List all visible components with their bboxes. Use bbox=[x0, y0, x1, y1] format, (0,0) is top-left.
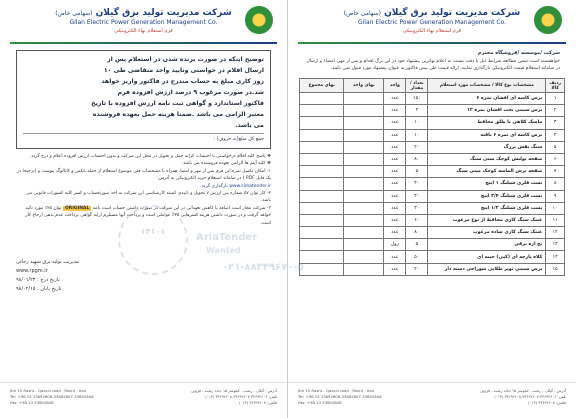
row-number: ۱۱ bbox=[546, 214, 565, 226]
item-quantity: ۳۰ bbox=[406, 190, 428, 202]
row-number: ۹ bbox=[546, 190, 565, 202]
item-unit: عدد bbox=[384, 129, 406, 141]
items-table bbox=[299, 78, 565, 276]
table-row bbox=[300, 227, 565, 239]
watermark-phone: ۰۲۱-۸۸۳۴۹۶۷۰-۵ bbox=[222, 262, 304, 273]
table-row bbox=[300, 251, 565, 263]
row-number: ۶ bbox=[546, 153, 565, 165]
item-quantity: ۱۵۰ bbox=[406, 93, 428, 105]
table-row bbox=[300, 153, 565, 165]
intro-text: خواهشمند است ضمن مطالعه شرایط ذیل با دقت نسبت به اعلام بهاترین پیشنهاد خود در این برگ اقدام و پس از مهر، امضاء و ارسال در سامانه استعلام قیمت الکترونیکی بارگذاری نمایید. ارائه قیمت طی پیش فاکتور به عنوان پیشنهاد مورد قبول نمی باشد. bbox=[306, 59, 560, 71]
watermark-brand-2: Wanted bbox=[206, 246, 241, 255]
footer-line: آدرس : گیلان - رشت - کیلومتر ۱۵ جاده رشت - قزوین bbox=[191, 388, 277, 393]
item-unit: رول bbox=[384, 239, 406, 251]
table-row bbox=[300, 178, 565, 190]
footer-line: Tel: +98 13 33692606-33692607-33692608 bbox=[10, 394, 94, 399]
item-description: برس سیمی تخت افشان نمره ۱۲ bbox=[428, 105, 546, 117]
row-number: ۳ bbox=[546, 117, 565, 129]
item-unit: عدد bbox=[384, 105, 406, 117]
item-quantity: ۳۰ bbox=[406, 202, 428, 214]
unit-price-cell[interactable] bbox=[344, 190, 384, 202]
item-quantity: ۶۰ bbox=[406, 214, 428, 226]
total-price-cell[interactable] bbox=[300, 251, 344, 263]
notice-line: فاکتور استاندارد و گواهی ثبت نامه ارزش افزوده با تاریخ bbox=[91, 100, 264, 107]
row-number: ۷ bbox=[546, 166, 565, 178]
watermark-code: ۱۴۱۰۱ bbox=[140, 227, 166, 236]
company-type: (سهامی خاص) bbox=[55, 10, 93, 17]
item-unit: عدد bbox=[384, 166, 406, 178]
item-description: برس کاسه ای نمره ۶ بافته bbox=[428, 129, 546, 141]
footer-line: Km 15 Rasht - Qazvin road , Rasht , Iran bbox=[298, 388, 375, 393]
item-description: بست فلزی شیلنگ ۳/۴ اینچ bbox=[428, 190, 546, 202]
table-row bbox=[300, 202, 565, 214]
total-price-cell[interactable] bbox=[300, 227, 344, 239]
table-row bbox=[300, 129, 565, 141]
item-unit: عدد bbox=[384, 190, 406, 202]
total-price-cell[interactable] bbox=[300, 105, 344, 117]
row-number: ۸ bbox=[546, 178, 565, 190]
item-quantity: ۵ bbox=[406, 239, 428, 251]
footer-line: تلفن: ۳۳۶۹۲۶۰۶-۳۳۶۹۲۶۰۷-۳۳۶۹۲۶۰۸ (۰۱۳) bbox=[205, 394, 277, 399]
notice-line: شد.در صورت مرغوب ۹ درصد ارزش افزوده فرم bbox=[117, 89, 264, 96]
company-name-en: Gilan Electric Power Generation Management Co. bbox=[69, 19, 218, 26]
company-type: (سهامی خاص) bbox=[343, 10, 381, 17]
row-number: ۱۳ bbox=[546, 239, 565, 251]
item-unit: عدد bbox=[384, 251, 406, 263]
item-description: عینک سنگ کاری محافظ از نوع مرغوب bbox=[428, 214, 546, 226]
notice-line: روز کاری مبلغ به حساب مندرج در فاکتور واریز خواهد bbox=[101, 78, 264, 85]
total-price-cell[interactable] bbox=[300, 153, 344, 165]
row-number: ۵ bbox=[546, 141, 565, 153]
total-price-cell[interactable] bbox=[300, 141, 344, 153]
unit-price-cell[interactable] bbox=[344, 202, 384, 214]
note-item: ۳- شرکت مجاز است اضافه یا کاهش تعهداتی در این شرکت در صورت داشتن حساب است نامه bbox=[92, 205, 271, 211]
end-date-label: تاریخ پایان : bbox=[37, 286, 62, 292]
unit-price-cell[interactable] bbox=[344, 239, 384, 251]
table-row bbox=[300, 166, 565, 178]
item-quantity: ۲۰ bbox=[406, 141, 428, 153]
total-price-cell[interactable] bbox=[300, 263, 344, 275]
total-amount-label: جمع کل مبلغ(به حروف) : bbox=[23, 133, 264, 145]
footer-line: فکس: ۳۳۶۹۲۶۰۸ (۰۱۳) bbox=[528, 400, 566, 405]
notice-line: معتبر الزامی می باشد .ضمنا هزینه حمل بعهده فروشنده bbox=[92, 111, 264, 118]
unit-price-cell[interactable] bbox=[344, 117, 384, 129]
notice-line: می باشد. bbox=[235, 122, 264, 129]
header-rule bbox=[298, 42, 566, 44]
end-date-value: ۹۸/۰۲/۱۵ bbox=[16, 286, 36, 292]
tender-site-link[interactable]: www.simatender.ir بارگذاری گردد. bbox=[200, 183, 271, 189]
row-number: ۱ bbox=[546, 93, 565, 105]
footer-line: Km 15 Rasht - Qazvin road , Rasht , Iran bbox=[10, 388, 87, 393]
table-row bbox=[300, 141, 565, 153]
item-description: صفحه پولیش کوچک مینی سنگ bbox=[428, 153, 546, 165]
column-header: بهای مجموع bbox=[300, 79, 344, 93]
unit-price-cell[interactable] bbox=[344, 153, 384, 165]
page-header bbox=[6, 0, 281, 46]
footer-address-en bbox=[10, 388, 130, 413]
notice-line: ارسال اقلام در خواستی وتایید واحد متقاضی طی ۱۰ bbox=[103, 67, 264, 74]
item-unit: عدد bbox=[384, 214, 406, 226]
item-unit: عدد bbox=[384, 93, 406, 105]
item-unit: عدد bbox=[384, 227, 406, 239]
item-description: کلاه پارچه ای (کپی) جنبه ای bbox=[428, 251, 546, 263]
column-header: مشخصات نوع کالا / مشخصات مورد استعلام bbox=[428, 79, 546, 93]
items-table-body bbox=[300, 93, 565, 276]
note-item: ❖ پاسخ کلیه اقلام درخواستی با احتساب کرایه حمل و تحویل در محل این شرکت و بدون احتساب ارزش افزوده اعلام و درج گردد. bbox=[29, 154, 271, 159]
company-name: شرکت مدیریت تولید برق گیلان bbox=[384, 8, 521, 18]
form-title: فرم استعلام بهاء الکترونیکی bbox=[114, 28, 173, 34]
header-rule bbox=[10, 42, 277, 44]
total-price-cell[interactable] bbox=[300, 129, 344, 141]
total-price-cell[interactable] bbox=[300, 239, 344, 251]
column-header: بهای واحد bbox=[344, 79, 384, 93]
total-price-cell[interactable] bbox=[300, 202, 344, 214]
footer-line: Fax: +98 13 33692608 bbox=[10, 400, 54, 405]
item-description: ماسک کلاهی با طلق محافظ bbox=[428, 117, 546, 129]
unit-price-cell[interactable] bbox=[344, 251, 384, 263]
row-number: ۱۴ bbox=[546, 251, 565, 263]
item-unit: عدد bbox=[384, 141, 406, 153]
item-quantity: ۳۰ bbox=[406, 178, 428, 190]
note-item: ❖ کلیه آیتم ها الزامی بعهده فروشنده می باشد. bbox=[181, 161, 271, 167]
unit-price-cell[interactable] bbox=[344, 141, 384, 153]
original-badge: ORIGINAL bbox=[64, 205, 90, 211]
column-header: واحد bbox=[384, 79, 406, 93]
signature-title: مدیریت تولید برق شهید رجائی bbox=[16, 259, 79, 265]
signature-block bbox=[16, 258, 79, 294]
date-value: ۹۸/۰۱/۲۳ bbox=[16, 277, 36, 283]
item-quantity: ۱۰ bbox=[406, 117, 428, 129]
total-price-cell[interactable] bbox=[300, 166, 344, 178]
page-header bbox=[294, 0, 570, 46]
total-price-cell[interactable] bbox=[300, 190, 344, 202]
notice-line: توضیح اینکه در صورت برنده شدن در استعلام پس از bbox=[107, 56, 264, 63]
total-price-cell[interactable] bbox=[300, 214, 344, 226]
total-price-cell[interactable] bbox=[300, 117, 344, 129]
table-row bbox=[300, 190, 565, 202]
table-header-row bbox=[300, 79, 565, 93]
table-row bbox=[300, 93, 565, 105]
item-description: سنگ نقش بزرگ bbox=[428, 141, 546, 153]
unit-price-cell[interactable] bbox=[344, 129, 384, 141]
footer-line: آدرس : گیلان - رشت - کیلومتر ۱۵ جاده رشت - قزوین bbox=[480, 388, 566, 393]
unit-price-cell[interactable] bbox=[344, 105, 384, 117]
item-quantity: ۵ bbox=[406, 166, 428, 178]
item-quantity: ۲۰ bbox=[406, 263, 428, 275]
signature-site: www.rpgm.ir bbox=[16, 268, 48, 274]
column-header: ردیف کالا bbox=[546, 79, 565, 93]
item-unit: عدد bbox=[384, 153, 406, 165]
item-description: نخ اره برقی bbox=[428, 239, 546, 251]
company-logo-icon bbox=[245, 6, 273, 34]
company-name: شرکت مدیریت تولید برق گیلان bbox=[95, 8, 232, 18]
note-item: ۲- کار توان ۵۷ شماره بین ارزش ۷ تحویل و تاییدی کمیته کارشناسی این شرکت به اخذ صورتحساب و کسر کلیه کسورات قانونی می باشد. bbox=[26, 191, 271, 204]
table-row bbox=[300, 239, 565, 251]
item-unit: عدد bbox=[384, 117, 406, 129]
item-description: بست فلزی شیلنگ ۱/۲ اینچ bbox=[428, 202, 546, 214]
table-row bbox=[300, 105, 565, 117]
footer-address-fa bbox=[445, 388, 566, 413]
row-number: ۱۵ bbox=[546, 263, 565, 275]
total-price-cell[interactable] bbox=[300, 93, 344, 105]
note-item: توان ۲۵٪ مورد تائید خواهد گرفت و در صورت داشتن هزینه کسرهایی ۲۵٪ عواملی است و پرداخت آنها مستلزم ارایه گواهی پرداخت عدم بدهی ارجاع کار است. bbox=[25, 205, 271, 226]
item-quantity: ۸۰ bbox=[406, 227, 428, 239]
table-row bbox=[300, 117, 565, 129]
footer-line: Tel: +98 13 33692606-33692607-33692608 bbox=[298, 394, 382, 399]
unit-price-cell[interactable] bbox=[344, 214, 384, 226]
note-item: ۱- امکان تکمیل نمره این فرم پس از مهر و امضا، همراه با مشخصات فنی موضوع استعلام از جمله عکس و کاتالوگ پیوست و (ترجیحا در یک فایل PDF ) در سامانه استعلام خرید الکترونیکی به آدرس: bbox=[16, 168, 271, 182]
item-description: برس سیمی توپر طلایی سوراخی دسته دار bbox=[428, 263, 546, 275]
watermark-brand: AriaTender bbox=[196, 232, 258, 243]
item-quantity: ۱۰ bbox=[406, 129, 428, 141]
footer-line: Fax: +98 13 33692608 bbox=[298, 400, 342, 405]
item-quantity: ۸۰ bbox=[406, 153, 428, 165]
form-title: فرم استعلام بهاء الکترونیکی bbox=[402, 28, 462, 34]
item-unit: عدد bbox=[384, 178, 406, 190]
item-description: برس کاسه ای افشان نمره ۶ bbox=[428, 93, 546, 105]
item-description: عینک سنگ کاری ساده مرغوب bbox=[428, 227, 546, 239]
unit-price-cell[interactable] bbox=[344, 227, 384, 239]
item-unit: عدد bbox=[384, 202, 406, 214]
item-quantity: ۵۰ bbox=[406, 251, 428, 263]
total-price-cell[interactable] bbox=[300, 178, 344, 190]
unit-price-cell[interactable] bbox=[344, 166, 384, 178]
row-number: ۲ bbox=[546, 105, 565, 117]
row-number: ۴ bbox=[546, 129, 565, 141]
document-page-1 bbox=[288, 0, 576, 418]
company-name-en: Gilan Electric Power Generation Management Co. bbox=[357, 19, 507, 26]
item-description: بست فلزی شیلنگ ۱ اینچ bbox=[428, 178, 546, 190]
column-header: تعداد / مقدار bbox=[406, 79, 428, 93]
table-row bbox=[300, 214, 565, 226]
date-label: تاریخ درج : bbox=[37, 277, 60, 283]
footer-line: تلفن: ۳۳۶۹۲۶۰۶-۳۳۶۹۲۶۰۷-۳۳۶۹۲۶۰۸ (۰۱۳) bbox=[494, 394, 566, 399]
footer-address-fa bbox=[157, 388, 277, 413]
unit-price-cell[interactable] bbox=[344, 93, 384, 105]
row-number: ۱۲ bbox=[546, 227, 565, 239]
unit-price-cell[interactable] bbox=[344, 263, 384, 275]
unit-price-cell[interactable] bbox=[344, 178, 384, 190]
greeting: شرکت /موسسه /فروشگاه محترم bbox=[477, 50, 560, 56]
page-footer bbox=[288, 382, 576, 418]
company-logo-icon bbox=[534, 6, 562, 34]
row-number: ۱۰ bbox=[546, 202, 565, 214]
footer-address-en bbox=[298, 388, 419, 413]
page-footer bbox=[0, 382, 287, 418]
watermark-seal bbox=[118, 205, 188, 275]
payment-notice-box bbox=[16, 50, 271, 149]
item-quantity: ۴ bbox=[406, 105, 428, 117]
footer-line: فکس: ۳۳۶۹۲۶۰۸ (۰۱۳) bbox=[239, 400, 277, 405]
table-row bbox=[300, 263, 565, 275]
item-unit: عدد bbox=[384, 263, 406, 275]
item-description: صفحه برش الماسه کوچک مینی سنگ bbox=[428, 166, 546, 178]
